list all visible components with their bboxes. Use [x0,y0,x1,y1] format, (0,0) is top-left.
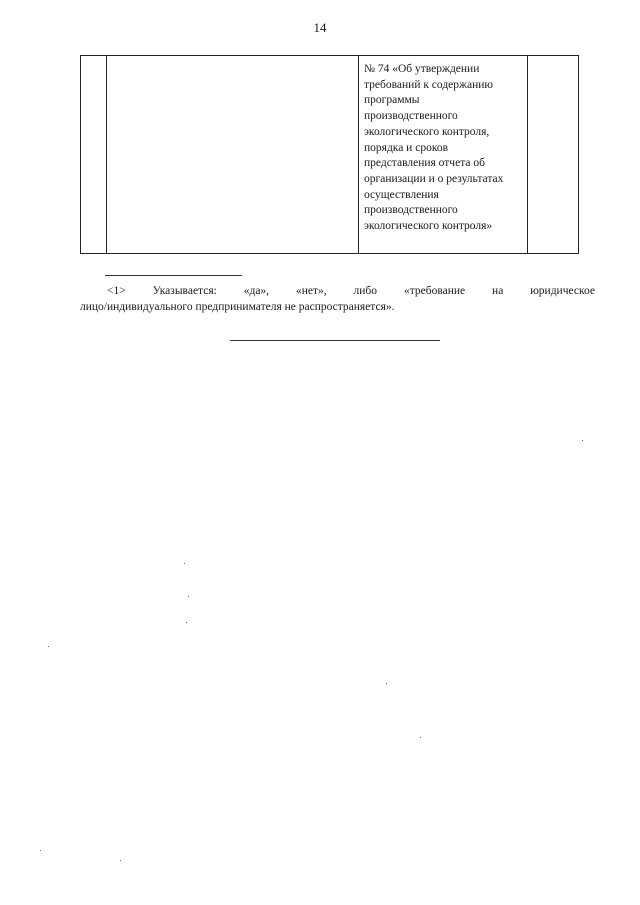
footnote-line-2: лицо/индивидуального предпринимателя не распространяется». [80,300,395,313]
table-row [81,56,579,254]
legal-act-line: представления отчета об [364,157,485,170]
table-cell-requirement [107,56,359,254]
legal-act-line: осуществления [364,188,439,201]
legal-act-line: экологического контроля» [364,220,493,233]
requirements-table [80,55,579,254]
footnote-separator [105,275,242,276]
scan-speck [184,563,185,564]
legal-act-line: № 74 «Об утверждении [364,63,480,75]
scan-speck [48,646,49,647]
table-cell-legal-act [359,56,528,254]
table-cell-answer [528,56,579,254]
legal-act-line: производственного [364,204,458,217]
legal-act-line: требований к содержанию [364,78,493,91]
scan-speck [420,737,421,738]
scan-speck [188,596,189,597]
legal-act-line: порядка и сроков [364,141,449,154]
page-number: 14 [313,20,327,35]
legal-act-line: программы [364,94,420,107]
legal-act-line: экологического контроля, [364,125,490,138]
legal-act-line: организации и о результатах [364,172,504,185]
table-cell-number [81,56,107,254]
scan-speck [40,850,41,851]
footnote-line-1: <1> Указывается: «да», «нет», либо «требование на юридическое [107,285,595,297]
scan-speck [120,860,121,861]
scan-speck [186,622,187,623]
footnote [80,284,595,315]
end-of-document-rule [230,340,440,341]
legal-act-line: производственного [364,110,458,123]
scan-speck [582,440,583,441]
scan-speck [386,683,387,684]
legal-act-text [359,56,527,235]
